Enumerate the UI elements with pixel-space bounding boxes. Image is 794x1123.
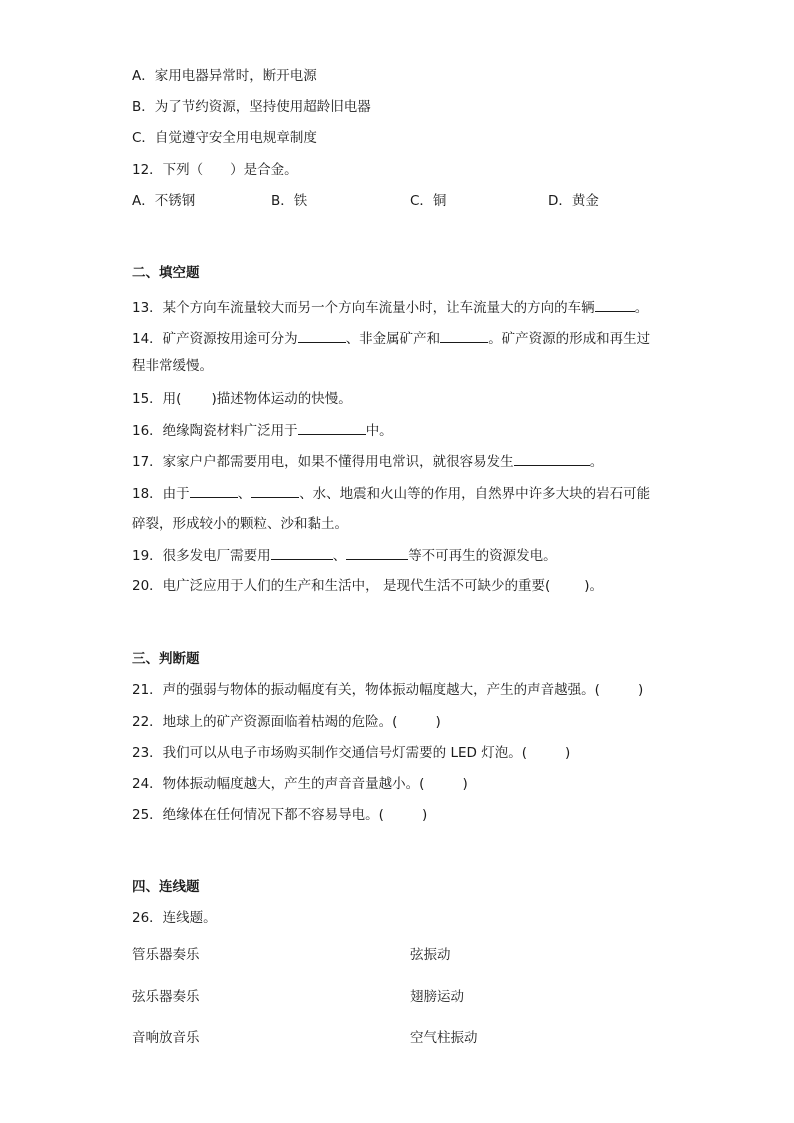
- q21: [132, 681, 643, 699]
- q23: [132, 744, 570, 762]
- q20-text: 20．电广泛应用于人们的生产和生活中， 是现代生活不可缺少的重要(: [132, 578, 551, 594]
- q12-option-c: C．铜: [410, 193, 447, 209]
- q18-blank-2[interactable]: [251, 484, 299, 498]
- match-right-item[interactable]: 翅膀运动: [410, 989, 464, 1005]
- match-left-item[interactable]: 弦乐器奏乐: [132, 989, 200, 1005]
- match-left-item[interactable]: 管乐器奏乐: [132, 947, 200, 963]
- q19-end: 等不可再生的资源发电。: [408, 548, 557, 564]
- section-matching-title: 四、连线题: [132, 879, 200, 895]
- q14-end: 。矿产资源的形成和再生过: [488, 331, 651, 347]
- q12-option-d: D．黄金: [548, 193, 599, 209]
- match-right-item[interactable]: 弦振动: [410, 947, 451, 963]
- q22: [132, 713, 441, 731]
- section-true-false-title: 三、判断题: [132, 651, 200, 667]
- q14-mid: 、非金属矿产和: [345, 331, 441, 347]
- q19: [132, 546, 557, 565]
- q18-text: 18．由于: [132, 486, 190, 502]
- q18-sep: 、: [237, 486, 252, 502]
- q20: [132, 577, 603, 595]
- q25-text: 25．绝缘体在任何情况下都不容易导电。(: [132, 807, 384, 823]
- q17-end: 。: [589, 454, 604, 470]
- q14-blank-2[interactable]: [440, 329, 488, 343]
- q19-blank-1[interactable]: [271, 546, 333, 560]
- q16-text: 16．绝缘陶瓷材料广泛用于: [132, 423, 298, 439]
- q26-stem: 26．连线题。: [132, 910, 217, 926]
- q24: [132, 775, 468, 793]
- q19-sep: 、: [332, 548, 347, 564]
- q17-blank[interactable]: [514, 452, 590, 466]
- q21-text: 21．声的强弱与物体的振动幅度有关，物体振动幅度越大，产生的声音越强。(: [132, 682, 600, 698]
- q24-close: ): [462, 776, 468, 792]
- q14-text: 14．矿产资源按用途可分为: [132, 331, 298, 347]
- q21-close: ): [637, 682, 644, 698]
- q19-blank-2[interactable]: [346, 546, 408, 560]
- q12-option-a: A．不锈钢: [132, 193, 196, 209]
- q24-text: 24．物体振动幅度越大，产生的声音音量越小。(: [132, 776, 425, 792]
- q15-text: 15．用(: [132, 391, 182, 407]
- q14-blank-1[interactable]: [298, 329, 346, 343]
- q14: [132, 329, 650, 348]
- q14-line2: 程非常缓慢。: [132, 358, 213, 374]
- q22-text: 22．地球上的矿产资源面临着枯竭的危险。(: [132, 714, 398, 730]
- match-left-item[interactable]: 音响放音乐: [132, 1030, 200, 1046]
- q25-close: ): [421, 807, 428, 823]
- q19-text: 19．很多发电厂需要用: [132, 548, 271, 564]
- q13-end: 。: [634, 300, 649, 316]
- q18: [132, 484, 650, 503]
- q23-close: ): [564, 745, 571, 761]
- q13-text: 13．某个方向车流量较大而另一个方向车流量小时，让车流量大的方向的车辆: [132, 300, 595, 316]
- q22-close: ): [435, 714, 441, 730]
- q11-option-b: B．为了节约资源，坚持使用超龄旧电器: [132, 99, 371, 115]
- q16: [132, 421, 393, 440]
- q11-option-c: C．自觉遵守安全用电规章制度: [132, 130, 317, 146]
- q17: [132, 452, 603, 471]
- section-fill-blank-title: 二、填空题: [132, 265, 200, 281]
- q12-stem: 12．下列（ ）是合金。: [132, 162, 298, 178]
- q18-line2: 碎裂，形成较小的颗粒、沙和黏土。: [132, 516, 348, 532]
- q20-end: )。: [584, 578, 604, 594]
- q16-end: 中。: [365, 423, 393, 439]
- match-right-item[interactable]: 空气柱振动: [410, 1030, 478, 1046]
- q25: [132, 806, 427, 824]
- q13-blank[interactable]: [595, 298, 635, 312]
- q18-end: 、水、地震和火山等的作用，自然界中许多大块的岩石可能: [299, 486, 651, 502]
- q11-option-a: A．家用电器异常时，断开电源: [132, 68, 317, 84]
- q15-end: )描述物体运动的快慢。: [211, 391, 352, 407]
- q15: [132, 390, 352, 408]
- q23-text: 23．我们可以从电子市场购买制作交通信号灯需要的 LED 灯泡。(: [132, 745, 527, 761]
- q17-text: 17．家家户户都需要用电，如果不懂得用电常识，就很容易发生: [132, 454, 514, 470]
- q16-blank[interactable]: [298, 421, 366, 435]
- q18-blank-1[interactable]: [190, 484, 238, 498]
- q13: [132, 298, 648, 317]
- q12-option-b: B．铁: [271, 193, 308, 209]
